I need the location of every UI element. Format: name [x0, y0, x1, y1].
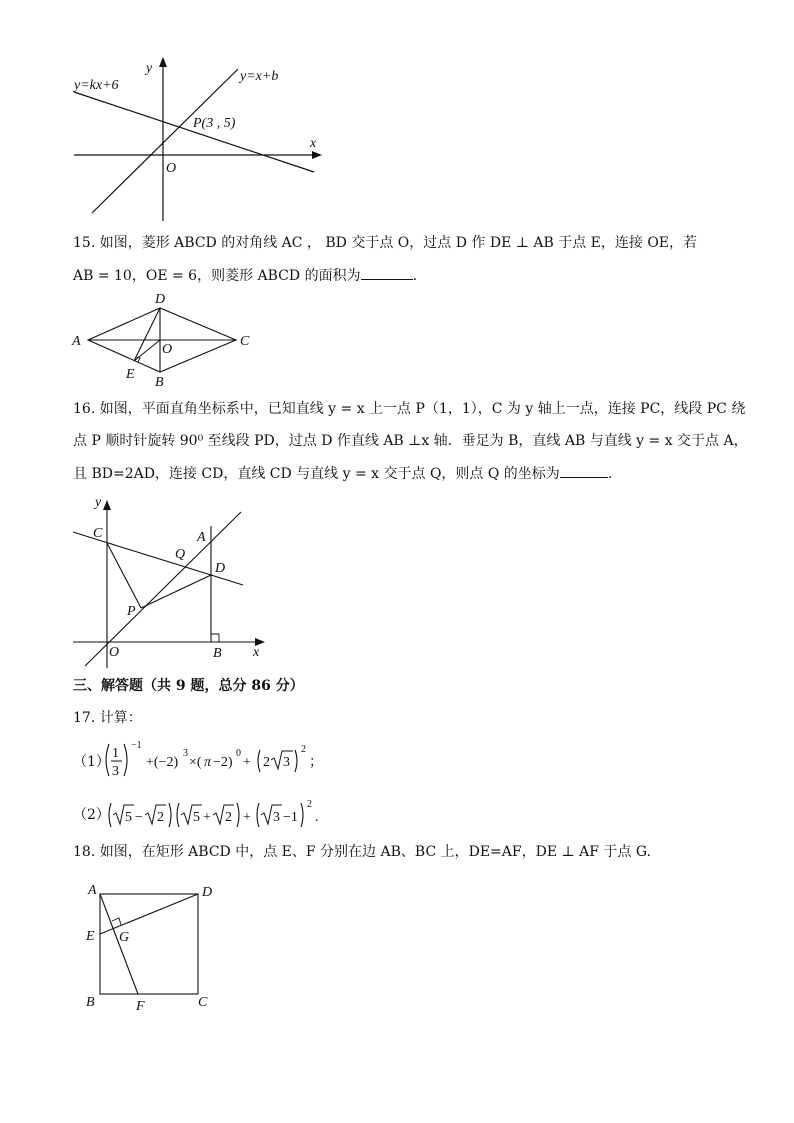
svg-text:π: π	[204, 755, 212, 770]
label-y: y	[95, 495, 102, 510]
svg-text:.: .	[315, 810, 319, 825]
svg-text:2: 2	[263, 755, 270, 770]
svg-text:2: 2	[307, 799, 312, 810]
svg-text:5: 5	[125, 810, 132, 825]
svg-text:3: 3	[183, 748, 188, 759]
label-c: C	[240, 334, 250, 349]
q16-line3	[73, 463, 612, 484]
label-c: C	[198, 995, 208, 1010]
label-x: x	[253, 645, 260, 660]
label-e: E	[86, 929, 95, 944]
svg-text:+: +	[243, 755, 251, 770]
label-o: O	[162, 342, 173, 357]
label-d: D	[202, 885, 213, 900]
svg-text:−: −	[135, 810, 143, 825]
svg-text:3: 3	[283, 755, 290, 770]
right-angle-mark-b	[211, 634, 219, 642]
label-b: B	[86, 995, 95, 1010]
line2-label: y=x+b	[240, 69, 279, 84]
label-e: E	[126, 367, 135, 382]
section-three-title: 三、解答题（共 9 题，总分 86 分）	[73, 678, 304, 694]
point-p-label: P(3 , 5)	[193, 116, 236, 131]
q15-line2	[73, 265, 417, 286]
q17-part1-label: （1）	[73, 754, 110, 770]
q15-period: .	[412, 268, 418, 284]
x-axis-label: x	[310, 136, 317, 151]
q16-period: .	[607, 466, 613, 482]
q17-part1	[73, 738, 373, 784]
label-o: O	[109, 645, 120, 660]
label-d: D	[155, 292, 166, 307]
segment-pd	[141, 575, 211, 608]
line-y-equals-x	[85, 512, 241, 666]
q16-answer-blank[interactable]	[560, 463, 608, 478]
label-p: P	[127, 604, 136, 619]
q14-figure	[60, 55, 340, 225]
segment-de	[100, 894, 198, 934]
label-b: B	[213, 646, 222, 661]
q18-stem: 18. 如图，在矩形 ABCD 中，点 E、F 分别在边 AB、BC 上，DE=AF，DE ⊥ AF 于点 G.	[73, 844, 651, 860]
svg-text:2: 2	[157, 810, 164, 825]
q17-part2-label: （2）	[73, 807, 110, 823]
segment-pc	[107, 543, 141, 608]
svg-text:3: 3	[112, 764, 119, 779]
q17-stem: 17. 计算：	[73, 710, 142, 726]
y-axis-arrow	[159, 57, 167, 67]
rectangle-abcd	[100, 894, 198, 994]
svg-text:3: 3	[273, 810, 280, 825]
label-b: B	[155, 375, 164, 390]
svg-text:2: 2	[225, 810, 232, 825]
q16-line2: 点 P 顺时针旋转 90⁰ 至线段 PD，过点 D 作直线 AB ⊥x 轴．垂足为 B，直线 AB 与直线 y = x 交于点 A，	[73, 433, 748, 449]
label-f: F	[136, 999, 145, 1014]
label-d: D	[215, 561, 226, 576]
label-g: G	[119, 930, 130, 945]
svg-text:−1: −1	[131, 740, 142, 751]
q15-line1: 15. 如图，菱形 ABCD 的对角线 AC ， BD 交于点 O，过点 D 作 DE ⊥ AB 于点 E，连接 OE，若	[73, 235, 698, 251]
svg-text:2: 2	[301, 744, 306, 755]
q15-figure	[64, 290, 264, 390]
y-axis-arrow	[103, 500, 111, 510]
label-a: A	[72, 334, 81, 349]
svg-text:+: +	[203, 810, 211, 825]
origin-label: O	[166, 161, 177, 176]
line1-label: y=kx+6	[74, 78, 119, 93]
svg-text:；: ；	[309, 755, 323, 770]
x-axis-arrow	[312, 151, 322, 159]
label-a: A	[88, 883, 97, 898]
q17-part1-expression	[103, 738, 373, 784]
label-a: A	[197, 530, 206, 545]
svg-text:1: 1	[112, 746, 119, 761]
q16-line1: 16. 如图，平面直角坐标系中，已知直线 y = x 上一点 P（1，1），C 为 y 轴上一点，连接 PC，线段 PC 绕	[73, 401, 746, 417]
q17-part2-expression	[103, 795, 373, 835]
svg-text:+: +	[243, 810, 251, 825]
segment-de	[134, 308, 160, 361]
svg-text:×(: ×(	[189, 755, 202, 770]
q16-figure	[65, 492, 275, 672]
q15-answer-blank[interactable]	[361, 265, 413, 280]
svg-text:5: 5	[193, 810, 200, 825]
q18-figure	[80, 880, 220, 1015]
svg-text:−1: −1	[283, 810, 298, 825]
q16-line3-text: 且 BD=2AD，连接 CD，直线 CD 与直线 y = x 交于点 Q，则点 Q 的坐标为	[73, 466, 560, 482]
svg-text:0: 0	[236, 748, 241, 759]
svg-text:−2): −2)	[213, 755, 233, 770]
right-angle-mark-g	[112, 918, 121, 925]
q15-line2-text: AB = 10，OE = 6，则菱形 ABCD 的面积为	[73, 268, 361, 284]
y-axis-label: y	[146, 61, 153, 76]
label-c: C	[93, 526, 103, 541]
line-kx-plus-6	[74, 92, 314, 172]
svg-text:+(−2): +(−2)	[146, 755, 179, 770]
label-q: Q	[175, 547, 186, 562]
q17-part2	[73, 795, 373, 835]
